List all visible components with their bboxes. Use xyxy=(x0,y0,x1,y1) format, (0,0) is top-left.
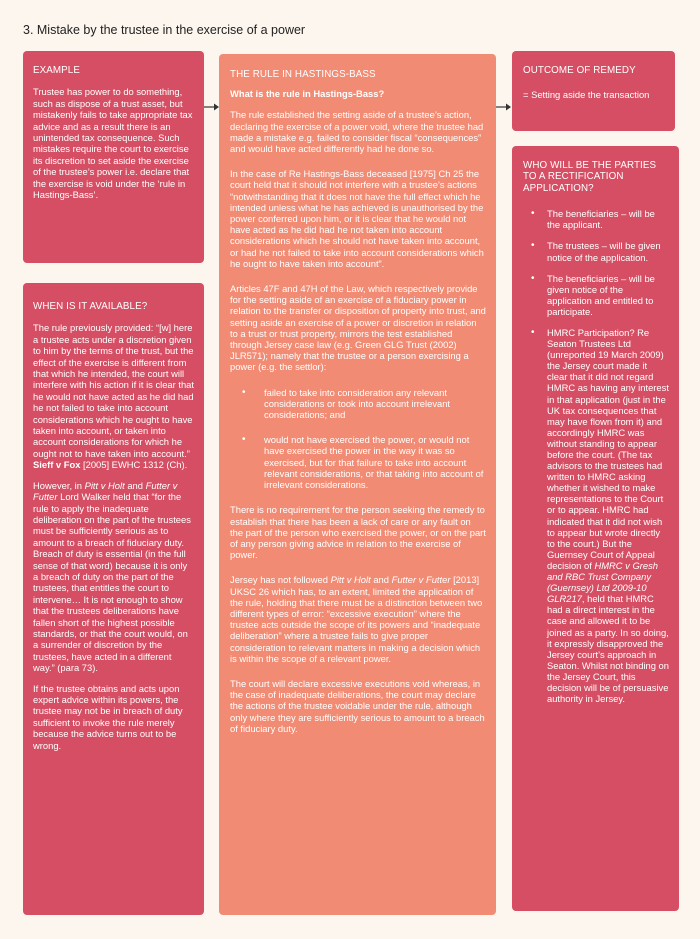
outcome-text: = Setting aside the transaction xyxy=(523,89,650,101)
list-item: • HMRC Participation? Re Seaton Trustees Ltd (unreported 19 March 2009) the Jersey court made it clear that it did not regard HMRC as having any interest in that application (just in the UK tax consequences that may have flown from it) and accordingly HMRC was without standing to appear before the court. (The tax advisors to the trustees had written to HMRC asking whether it wished to make representations to the Court or to appear. HMRC had indicated that it did not wish to appear but wrote directly to the court.) But the Guernsey Court of Appeal decision of HMRC v Gresh and RBC Trust Company (Guernsey) Ltd 2009-10 GLR217, held that HMRC had a direct interest in the case and allowed it to be joined as a party. In so doing, it expressly disapproved the Jersey court’s approach in Seaton. Whilst not binding on the Jersey Court, this decision will be of persuasive authority in Jersey. xyxy=(523,327,669,704)
list-item: • The beneficiaries – will be the applicant. xyxy=(523,208,669,230)
rule-subheading: What is the rule in Hastings-Bass? xyxy=(230,88,385,100)
list-item: • The trustees – will be given notice of the application. xyxy=(523,240,669,262)
outcome-heading: OUTCOME OF REMEDY xyxy=(523,65,636,76)
when-available-rule-text: The rule previously provided: “[w] here a trustee acts under a discretion given to him by the terms of the trust, but the effect of the exercise is different from that which he intended, the court will interfere with his action if it is clear that he would not have acted as he did had he not failed to take into account considerations which he ought to have taken into account, or taken into account considerations for which he ought not to have taken into account.” Sieff v Fox [2005] EWHC 1312 (Ch). xyxy=(33,322,195,471)
when-available-expert-advice-text: If the trustee obtains and acts upon expert advice within its powers, the trustee may not be in breach of duty sufficient to invoke the rule merely because the advice turns out to be wrong. xyxy=(33,682,183,751)
case-hmrc-v-gresh: HMRC v Gresh and RBC Trust Company (Guernsey) Ltd 2009-10 GLR217 xyxy=(547,559,658,605)
rule-text-5: Jersey has not followed Pitt v Holt and Futter v Futter [2013] UKSC 26 which has, to an extent, limited the application of the rule, holding that there must be a distinction between two different types of error: “excessive execution” where the trustee acts outside the scope of its powers and “inadequate deliberation” where a trustee fails to give proper consideration to relevant matters in making a decision which is within the scope of a relevant power. xyxy=(230,574,483,664)
list-item: • failed to take into consideration any relevant considerations or took into account irrelevant considerations; and xyxy=(230,387,486,421)
case-sieff-v-fox: Sieff v Fox xyxy=(33,459,81,471)
parties-bullet-list xyxy=(523,208,669,704)
example-box xyxy=(23,51,204,263)
parties-box xyxy=(512,146,679,911)
outcome-box xyxy=(512,51,675,131)
example-text: Trustee has power to do something, such as dispose of a trust asset, but mistakenly fails to take appropriate tax advice and as a result there is an unintended tax consequence. Such mistakes require the court to exercise its discretion to set aside the exercise of the trustee’s power i.e. declare that the exercise is void under the ‘rule in Hastings-Bass’. xyxy=(33,86,193,201)
rule-text-2: In the case of Re Hastings-Bass deceased [1975] Ch 25 the court held that it should not interfere with a trustee’s actions “notwithstanding that it does not have the full effect which he intended unless what he has achieved is unauthorised by the power conferred upon him, or it is clear that he would not have acted as he did had he not taken into account considerations which he should not have taken into account, or had he not failed to take into account considerations which he ought to have taken into account”. xyxy=(230,168,484,269)
arrow-right-icon xyxy=(496,102,512,112)
rule-text-6: The court will declare excessive executions void whereas, in the case of inadequate deliberations, the court may declare the actions of the trustee voidable under the rule, although only where they are sufficiently serious to amount to a breach of fiduciary duty. xyxy=(230,677,485,734)
list-item: • would not have exercised the power, or would not have exercised the power in the way it was so exercised, but for that failure to take into account relevant considerations, or that taking into account of irrelevant considerations. xyxy=(230,434,486,490)
when-available-box xyxy=(23,283,204,915)
example-heading: EXAMPLE xyxy=(33,65,80,76)
page-title: 3. Mistake by the trustee in the exercise of a power xyxy=(23,23,306,37)
when-available-pitt-text: However, in Pitt v Holt and Futter v Futter Lord Walker held that “for the rule to apply the inadequate deliberation on the part of the trustees must be sufficiently serious as to amount to a breach of fiduciary duty. Breach of duty is essential (in the full sense of that word) because it is only a breach of duty on the part of the trustees, that entitles the court to intervene… It is not enough to show that the trustees deliberations have fallen short of the highest possible standards, or that the court would, on a surrender of discretion by the trustees, have acted in a different way.” (para 73). xyxy=(33,479,191,674)
rule-heading: THE RULE IN HASTINGS-BASS xyxy=(230,69,376,80)
rule-text-4: There is no requirement for the person seeking the remedy to establish that there has been a lack of care or any fault on the part of the person who exercised the power, or on the part of any person giving advice in relation to the exercise of power. xyxy=(230,504,486,561)
rule-bullet-list xyxy=(230,387,486,491)
list-item: • The beneficiaries – will be given notice of the application and entitled to participate. xyxy=(523,273,669,317)
rule-box xyxy=(219,54,496,915)
rule-text-1: The rule established the setting aside of a trustee’s action, declaring the exercise of a power void, where the trustee had made a mistake e.g. failed to consider fiscal “consequences” and would have acted differently had he done so. xyxy=(230,109,484,155)
parties-heading: WHO WILL BE THE PARTIES TO A RECTIFICATION APPLICATION? xyxy=(523,160,657,194)
rule-text-3: Articles 47F and 47H of the Law, which respectively provide for the setting aside of an exercise of a fiduciary power in relation to the transfer or disposition of property into trust, and setting aside an exercise of a power or discretion in relation to a trust or trust property, mirrors the test established through Jersey case law (e.g. Green GLG Trust (2002) JLR571); namely that the trustee or a person exercising a power (e.g. the settlor): xyxy=(230,283,486,373)
arrow-right-icon xyxy=(204,102,220,112)
when-available-heading: WHEN IS IT AVAILABLE? xyxy=(33,301,148,312)
